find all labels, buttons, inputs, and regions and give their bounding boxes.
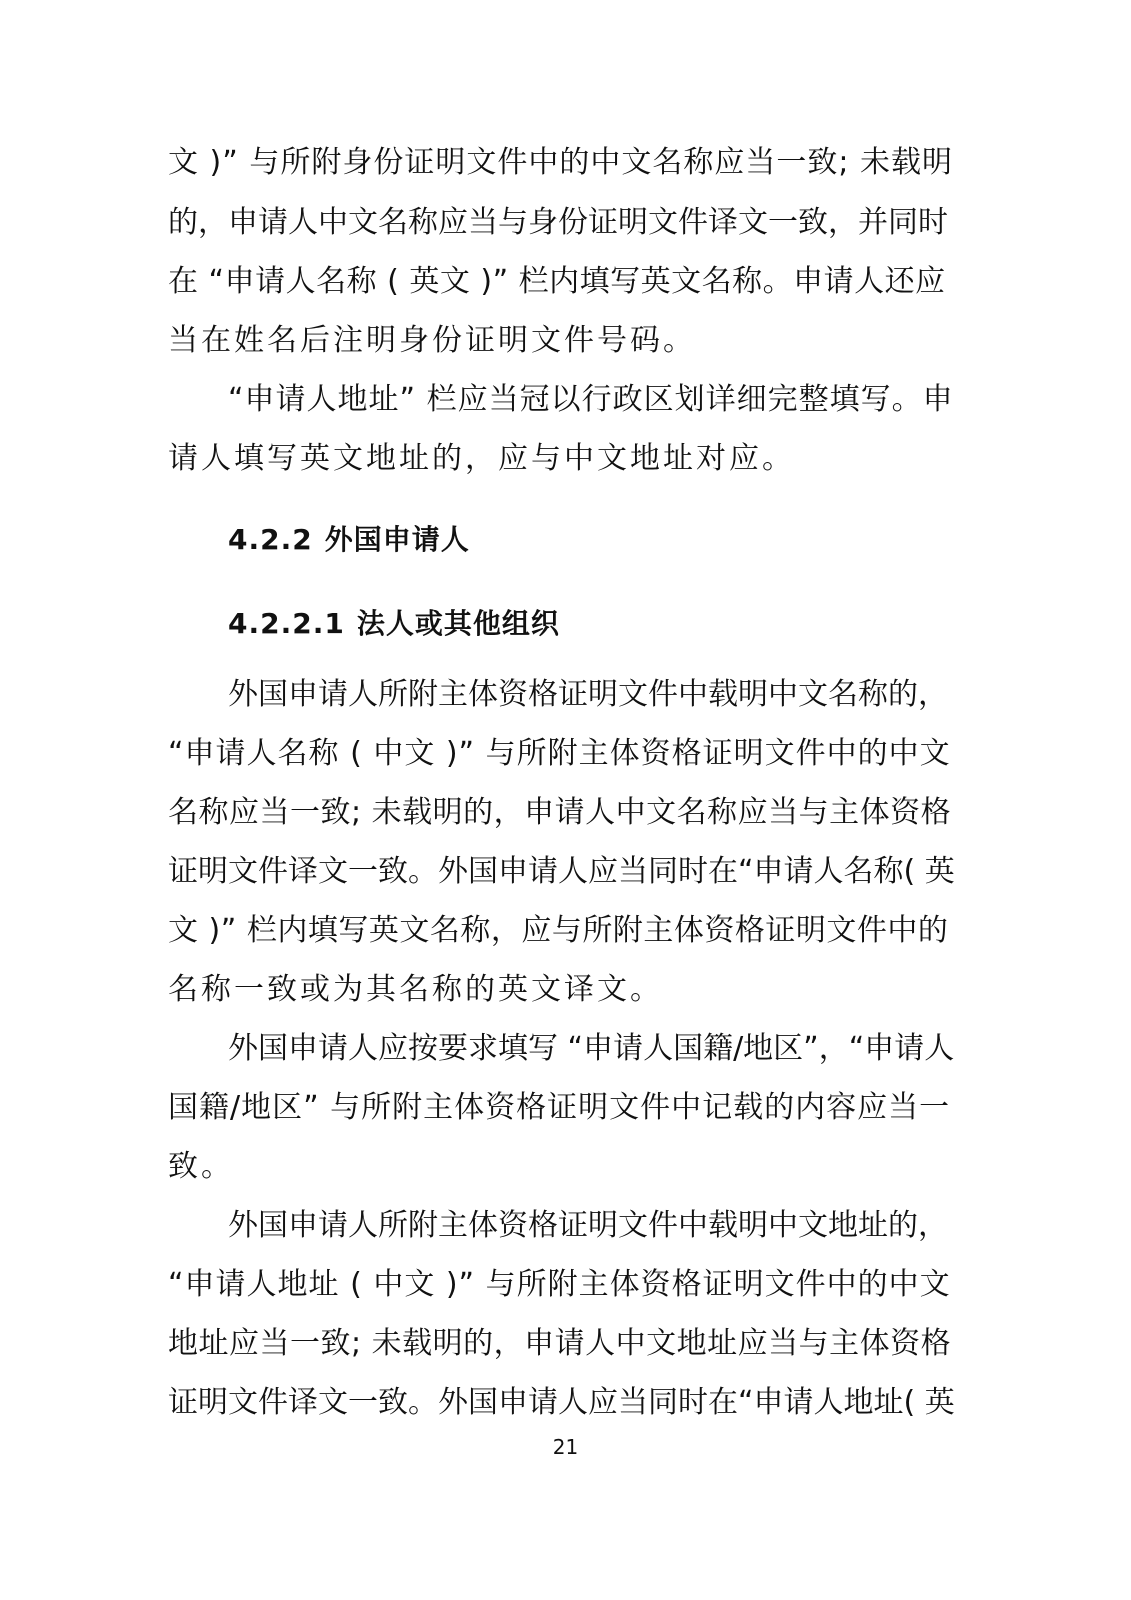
para2-line-1: “申请人地址” 栏应当冠以行政区划详细完整填写。申: [228, 382, 954, 417]
para5-line-2: “申请人地址 ( 中文 )” 与所附主体资格证明文件中的中文: [168, 1267, 951, 1302]
heading-4-2-2-1-number: 4.2.2.1: [228, 607, 345, 640]
para3-line-5: 文 )” 栏内填写英文名称，应与所附主体资格证明文件中的: [168, 913, 949, 948]
para3-line-4: 证明文件译文一致。外国申请人应当同时在“申请人名称( 英: [168, 854, 955, 889]
para3-line-6: 名称一致或为其名称的英文译文。: [168, 972, 663, 1007]
heading-4-2-2: [228, 520, 470, 560]
para3-line-2: “申请人名称 ( 中文 )” 与所附主体资格证明文件中的中文: [168, 736, 951, 771]
para1-line-3: 在 “申请人名称 ( 英文 )” 栏内填写英文名称。申请人还应: [168, 264, 946, 299]
para5-line-1: 外国申请人所附主体资格证明文件中载明中文地址的，: [228, 1208, 948, 1243]
heading-4-2-2-1-title: 法人或其他组织: [356, 607, 560, 640]
para3-line-3: 名称应当一致; 未载明的，申请人中文名称应当与主体资格: [168, 795, 952, 830]
para2-line-2: 请人填写英文地址的，应与中文地址对应。: [168, 441, 795, 476]
para5-line-3: 地址应当一致; 未载明的，申请人中文地址应当与主体资格: [168, 1326, 952, 1361]
heading-4-2-2-1: [228, 604, 560, 644]
para3-line-1: 外国申请人所附主体资格证明文件中载明中文名称的，: [228, 677, 948, 712]
heading-4-2-2-number: 4.2.2: [228, 523, 313, 556]
para4-line-2: 国籍/地区” 与所附主体资格证明文件中记载的内容应当一: [168, 1090, 951, 1125]
para4-line-1: 外国申请人应按要求填写 “申请人国籍/地区”，“申请人: [228, 1031, 955, 1066]
para4-line-3: 致。: [168, 1149, 234, 1184]
para1-line-2: 的，申请人中文名称应当与身份证明文件译文一致，并同时: [168, 205, 948, 240]
para1-line-1: 文 )” 与所附身份证明文件中的中文名称应当一致; 未载明: [168, 145, 953, 180]
page-number: 21: [552, 1435, 579, 1459]
para5-line-4: 证明文件译文一致。外国申请人应当同时在“申请人地址( 英: [168, 1385, 955, 1420]
heading-4-2-2-title: 外国申请人: [324, 523, 470, 556]
para1-line-4: 当在姓名后注明身份证明文件号码。: [168, 323, 696, 358]
